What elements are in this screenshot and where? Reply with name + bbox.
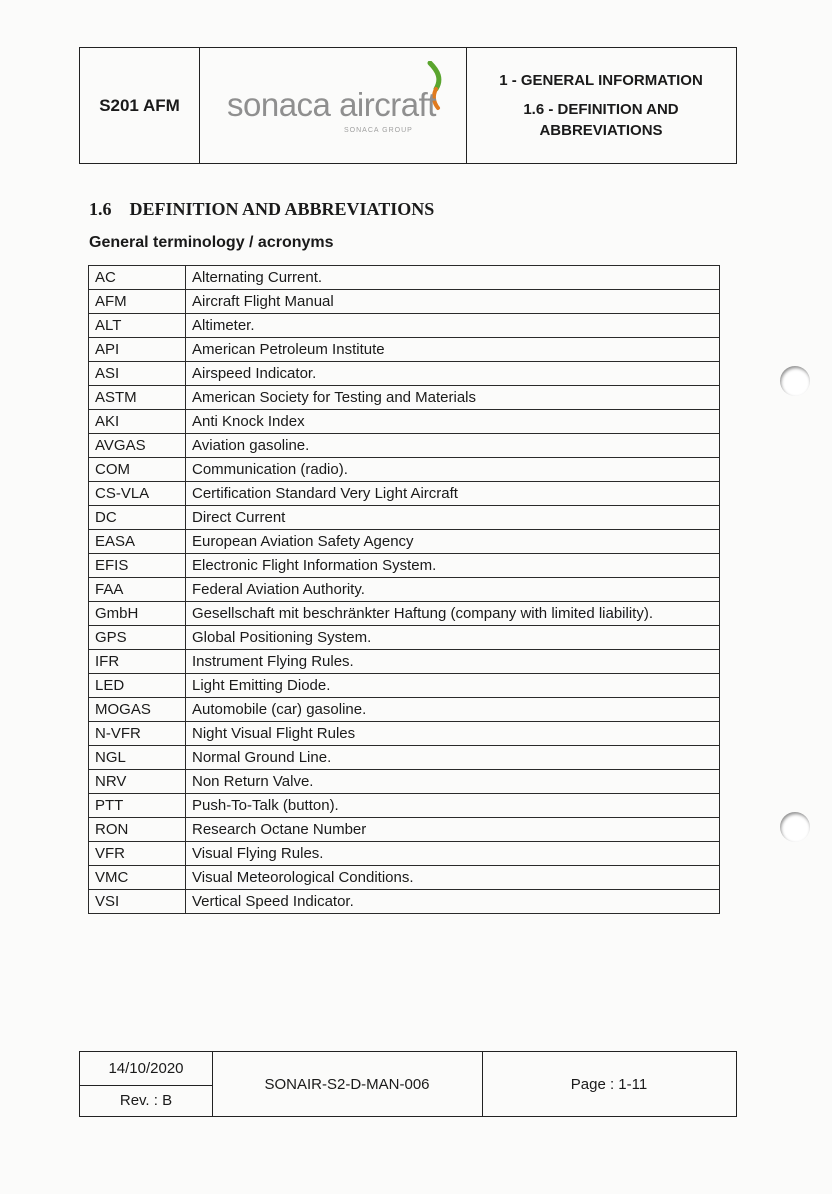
definition-cell: Electronic Flight Information System. <box>186 554 720 578</box>
table-row <box>89 602 720 626</box>
table-row <box>89 674 720 698</box>
definition-cell: European Aviation Safety Agency <box>186 530 720 554</box>
definition-cell: Alternating Current. <box>186 266 720 290</box>
table-row <box>89 626 720 650</box>
acronyms-table <box>88 265 720 914</box>
acronym-cell: GmbH <box>89 602 186 626</box>
definition-cell: Non Return Valve. <box>186 770 720 794</box>
logo-group-label: SONACA GROUP <box>344 127 413 134</box>
acronym-cell: EASA <box>89 530 186 554</box>
table-row <box>89 482 720 506</box>
acronym-cell: AFM <box>89 290 186 314</box>
acronym-cell: CS-VLA <box>89 482 186 506</box>
table-row <box>89 890 720 914</box>
table-row <box>89 578 720 602</box>
punch-hole <box>780 812 810 842</box>
logo-wordmark: sonaca aircraft <box>227 86 436 123</box>
acronym-cell: N-VFR <box>89 722 186 746</box>
definition-cell: Anti Knock Index <box>186 410 720 434</box>
table-row <box>89 266 720 290</box>
section-heading <box>89 199 434 220</box>
page-footer <box>79 1051 737 1117</box>
acronym-cell: IFR <box>89 650 186 674</box>
acronym-cell: DC <box>89 506 186 530</box>
definition-cell: Instrument Flying Rules. <box>186 650 720 674</box>
table-row <box>89 314 720 338</box>
acronym-cell: VMC <box>89 866 186 890</box>
issue-date: 14/10/2020 <box>80 1052 213 1086</box>
definition-cell: Altimeter. <box>186 314 720 338</box>
definition-cell: American Society for Testing and Materials <box>186 386 720 410</box>
table-row <box>89 866 720 890</box>
acronym-cell: NRV <box>89 770 186 794</box>
table-row <box>89 770 720 794</box>
table-row <box>89 386 720 410</box>
acronym-cell: COM <box>89 458 186 482</box>
table-row <box>89 698 720 722</box>
acronym-cell: FAA <box>89 578 186 602</box>
page-number: Page : 1-11 <box>570 1075 648 1093</box>
acronyms-table-body <box>89 266 720 914</box>
document-reference: SONAIR-S2-D-MAN-006 <box>212 1052 483 1116</box>
company-logo <box>199 48 467 163</box>
table-row <box>89 338 720 362</box>
table-row <box>89 458 720 482</box>
table-row <box>89 410 720 434</box>
table-row <box>89 722 720 746</box>
acronym-cell: NGL <box>89 746 186 770</box>
table-row <box>89 554 720 578</box>
definition-cell: Communication (radio). <box>186 458 720 482</box>
table-row <box>89 434 720 458</box>
page-header <box>79 47 737 164</box>
definition-cell: Global Positioning System. <box>186 626 720 650</box>
definition-cell: Gesellschaft mit beschränkter Haftung (company with limited liability). <box>186 602 720 626</box>
definition-cell: Visual Flying Rules. <box>186 842 720 866</box>
definition-cell: Direct Current <box>186 506 720 530</box>
acronym-cell: MOGAS <box>89 698 186 722</box>
definition-cell: Aircraft Flight Manual <box>186 290 720 314</box>
acronym-cell: LED <box>89 674 186 698</box>
header-section-info <box>466 48 736 163</box>
acronym-cell: VSI <box>89 890 186 914</box>
definition-cell: Night Visual Flight Rules <box>186 722 720 746</box>
definition-cell: Visual Meteorological Conditions. <box>186 866 720 890</box>
definition-cell: Airspeed Indicator. <box>186 362 720 386</box>
table-row <box>89 842 720 866</box>
acronym-cell: GPS <box>89 626 186 650</box>
acronym-cell: RON <box>89 818 186 842</box>
punch-hole <box>780 366 810 396</box>
table-row <box>89 746 720 770</box>
acronym-cell: ASI <box>89 362 186 386</box>
definition-cell: Automobile (car) gasoline. <box>186 698 720 722</box>
definition-cell: Certification Standard Very Light Aircraft <box>186 482 720 506</box>
table-row <box>89 506 720 530</box>
table-row <box>89 794 720 818</box>
table-row <box>89 290 720 314</box>
definition-cell: American Petroleum Institute <box>186 338 720 362</box>
revision-label: Rev. : B <box>80 1085 213 1116</box>
subsection-heading: General terminology / acronyms <box>89 234 334 251</box>
definition-cell: Aviation gasoline. <box>186 434 720 458</box>
table-row <box>89 530 720 554</box>
table-row <box>89 650 720 674</box>
definition-cell: Vertical Speed Indicator. <box>186 890 720 914</box>
acronym-cell: AC <box>89 266 186 290</box>
acronym-cell: AKI <box>89 410 186 434</box>
manual-id: S201 AFM <box>80 48 200 163</box>
definition-cell: Push-To-Talk (button). <box>186 794 720 818</box>
section-heading-text: DEFINITION AND ABBREVIATIONS <box>129 199 435 219</box>
definition-cell: Federal Aviation Authority. <box>186 578 720 602</box>
acronym-cell: PTT <box>89 794 186 818</box>
section-title-line2: ABBREVIATIONS <box>539 122 663 139</box>
definition-cell: Normal Ground Line. <box>186 746 720 770</box>
acronym-cell: VFR <box>89 842 186 866</box>
acronym-cell: API <box>89 338 186 362</box>
definition-cell: Research Octane Number <box>186 818 720 842</box>
section-title-line1: 1.6 - DEFINITION AND <box>523 101 679 118</box>
acronym-cell: ASTM <box>89 386 186 410</box>
table-row <box>89 818 720 842</box>
definition-cell: Light Emitting Diode. <box>186 674 720 698</box>
chapter-title: 1 - GENERAL INFORMATION <box>499 72 703 89</box>
acronym-cell: AVGAS <box>89 434 186 458</box>
table-row <box>89 362 720 386</box>
acronym-cell: ALT <box>89 314 186 338</box>
acronym-cell: EFIS <box>89 554 186 578</box>
section-number: 1.6 <box>89 199 112 219</box>
